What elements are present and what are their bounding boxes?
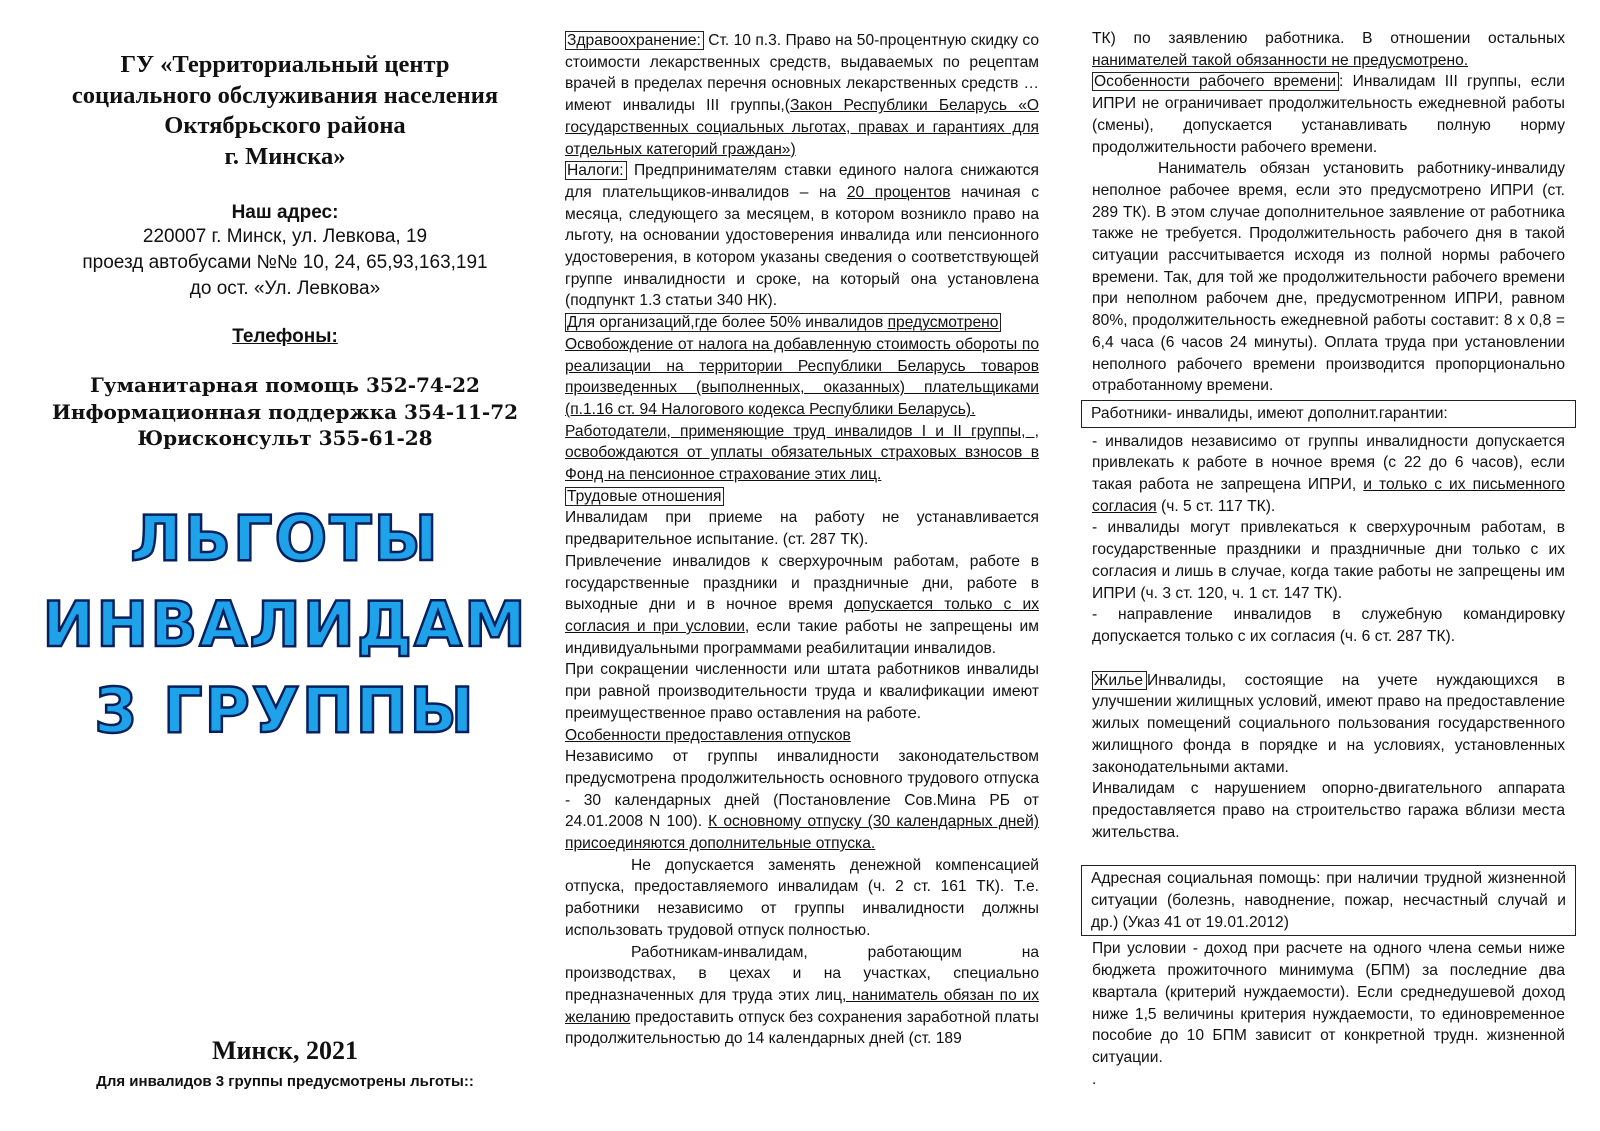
tax-label: Налоги: (565, 161, 627, 180)
housing-label: Жилье (1092, 671, 1147, 690)
garage-text: Инвалидам с нарушением опорно-двигательного аппарата предоставляется право на строительство гаража вблизи места жительства. (1092, 780, 1565, 841)
city-year: Минск, 2021 (211, 1036, 359, 1065)
vacation-p1: Независимо от группы инвалидности законодательством предусмотрена продолжительность основного трудового отпуска - 30 календарных дней (Постановление Сов.Мина РБ от 24.01.2008 N 100). К основному отпуску (30 календарных дней) присоединяются дополнительные отпуска. (565, 748, 1039, 853)
vacation-p2: Не допускается заменять денежной компенсацией отпуска, предоставляемого инвалидам (ч. 2 ст. 161 ТК). Т.е. работники независимо от группы инвалидности должны использовать трудовой отпуск полностью. (565, 856, 1039, 939)
labor-label-row (565, 486, 1039, 508)
address-lines: 220007 г. Минск, ул. Левкова, 19 проезд автобусами №№ 10, 24, 65,93,163,191 до ост. «Ул. Левкова» (82, 226, 488, 299)
phone-info-support: Информационная поддержка 354-11-72 (51, 399, 519, 424)
housing-section: Жилье Инвалиды, состоящие на учете нуждающихся в улучшении жилищных условий, имеют право на предоставление жилых помещений социального пользования государственного жилищного фонда в порядке и на условиях, установленных законодательными актами. (1092, 671, 1565, 776)
health-label: Здравоохранение: (565, 31, 704, 50)
organization-name: ГУ «Территориальный центр социального обслуживания населения Октябрьского района г. Минска» (71, 51, 499, 170)
labor-p1: Инвалидам при приеме на работу не устанавливается предварительное испытание. (ст. 287 ТК). (565, 509, 1039, 549)
worktime-label: Особенности рабочего времени (1092, 72, 1339, 91)
health-law-reference: Закон Республики Беларусь «О государственных социальных льготах, правах и гарантиях для отдельных категорий граждан») (565, 97, 1039, 158)
right-panel (1092, 28, 1565, 1090)
guarantee-2: - инвалиды могут привлекаться к сверхурочным работам, в государственные праздники и праздничные дни только с их согласия и лишь в случае, когда такие работы не запрещены им ИПРИ (ч. 3 ст. 120, ч. 1 ст. 147 ТК). (1092, 519, 1565, 602)
vacation-label: Особенности предоставления отпусков (565, 726, 851, 744)
labor-p3: При сокращении численности или штата работников инвалиды при равной производительности труда и квалификации имеют преимущественное право оставления на работе. (565, 661, 1039, 722)
worktime-section: Особенности рабочего времени : Инвалидам III группы, если ИПРИ не ограничивает продолжительность ежедневной работы (смены), допускается устанавливать полную норму продолжительности рабочего времени. (1092, 73, 1565, 156)
labor-p2: Привлечение инвалидов к сверхурочным работам, работе в государственные праздники и праздничные дни, работе в выходные дни и в ночное время допускается только с их согласия и при условии, если такие работы не запрещены им индивидуальными программами реабилитации инвалидов. (565, 552, 1039, 657)
end-dot: . (1092, 1070, 1097, 1088)
phones-list (40, 372, 530, 452)
labor-label: Трудовые отношения (565, 487, 724, 506)
vacation-label-row (565, 725, 1039, 747)
big-title: ЛЬГОТЫ ИНВАЛИДАМ 3 ГРУППЫ (42, 501, 528, 747)
guarantee-1: - инвалидов независимо от группы инвалидности допускается привлекать к работе в ночное время (с 22 до 6 часов), если такая работа не запрещена ИПРИ, и только с их письменного согласия (ч. 5 ст. 117 ТК). (1092, 432, 1565, 515)
phone-humanitarian: Гуманитарная помощь 352-74-22 (90, 373, 480, 397)
social-aid-text: При условии - доход при расчете на одного члена семьи ниже бюджета прожиточного минимума (БПМ) за последние два квартала (критерий нуждаемости). Если среднедушевой доход ниже 1,5 величины критерия нуждаемости, то единовременное пособие до 10 БПМ зависит от конкретной трудн. жизненной ситуации. (1092, 940, 1565, 1066)
vacation-continuation: ТК) по заявлению работника. В отношении остальных нанимателей такой обязанности не предусмотрено. (1092, 30, 1565, 69)
health-section: Здравоохранение: Ст. 10 п.3. Право на 50-процентную скидку со стоимости лекарственных средств, выдаваемых по рецептам врачей в пределах перечня основных лекарственных средств … имеют инвалиды III группы,(Закон Республики Беларусь «О государственных социальных льготах, правах и гарантиях для отдельных категорий граждан») (565, 32, 1039, 158)
organizations-label: Для организаций,где более 50% инвалидов предусмотрено (565, 313, 1001, 332)
phones-heading: Телефоны: (232, 326, 338, 347)
employers-exemption: Работодатели, применяющие труд инвалидов I и II группы, , освобождаются от уплаты обязательных страховых взносов в Фонд на пенсионное страхование этих лиц. (565, 422, 1039, 484)
guarantees-label: Работники- инвалиды, имеют дополнит.гарантии: (1081, 400, 1576, 428)
left-panel (40, 0, 530, 754)
vacation-p3: Работникам-инвалидам, работающим на производствах, в цехах и на участках, специально предназначенных для труда этих лиц, наниматель обязан по их желанию предоставить отпуск без сохранения заработной платы продолжительностью до 14 календарных дней (ст. 189 (565, 943, 1039, 1048)
address-heading: Наш адрес: (231, 202, 339, 223)
social-aid-box: Адресная социальная помощь: при наличии трудной жизненной ситуации (болезнь, наводнение, пожар, несчастный случай и др.) (Указ 41 от 19.01.2012) (1081, 865, 1576, 936)
middle-panel (565, 30, 1039, 1050)
tax-section: Налоги: Предпринимателям ставки единого налога снижаются для плательщиков-инвалидов – на 20 процентов начиная с месяца, следующего за месяцем, в котором возникло право на льготу, на основании удостоверения инвалида или пенсионного удостоверения, в котором указаны сведения о соответствующей группе инвалидности и сроке, на который она установлена (подпункт 1.3 статьи 340 НК). (565, 162, 1039, 310)
footer-note: Для инвалидов 3 группы предусмотрены льготы:: (96, 1073, 474, 1090)
vat-exemption: Освобождение от налога на добавленную стоимость обороты по реализации на территории Республики Беларусь товаров произведенных (выполненных, оказанных) плательщиками (п.1.16 ст. 94 Налогового кодекса Республики Беларусь). (565, 335, 1039, 418)
worktime-p2: Наниматель обязан установить работнику-инвалиду неполное рабочее время, если это предусмотрено ИПРИ (ст. 289 ТК). В этом случае дополнительное заявление от работника также не требуется. Продолжительность рабочего дня в такой ситуации рассчитывается исходя из полной нормы рабочего времени. Так, для той же продолжительности рабочего времени при неполном рабочем дне, предусмотренном ИПРИ, равном 80%, продолжительность ежедневной работы составит: 8 х 0,8 = 6,4 часа (6 часов 24 минуты). Оплата труда при установлении неполного рабочего времени производится пропорционально отработанному времени. (1092, 160, 1565, 395)
organizations-section (565, 312, 1039, 334)
phone-legal: Юрисконсульт 355-61-28 (137, 426, 433, 450)
guarantee-3: - направление инвалидов в служебную командировку допускается только с их согласия (ч. 6 ст. 287 ТК). (1092, 606, 1565, 645)
